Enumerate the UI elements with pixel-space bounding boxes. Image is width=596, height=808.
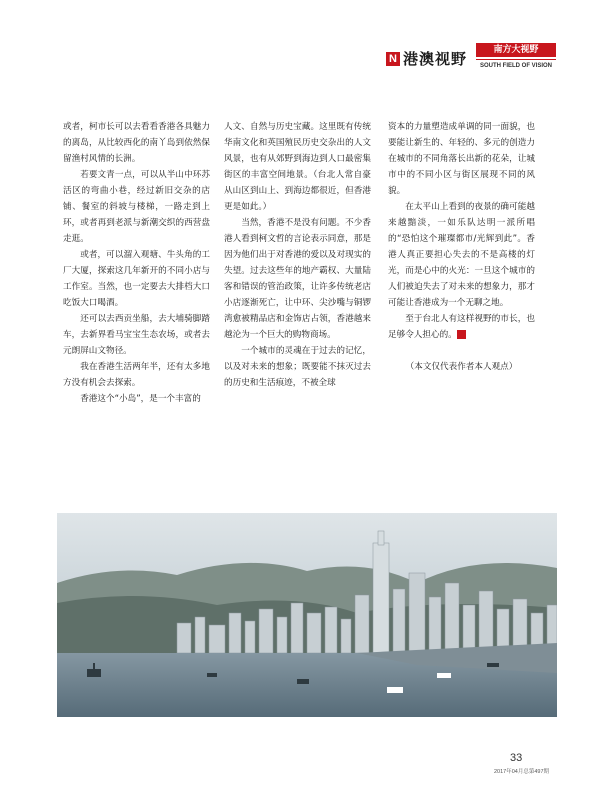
paragraph: 或者，柯市长可以去看看香港各具魅力的离岛，从比较西化的南丫岛到依然保留渔村风情的长洲。 <box>63 122 210 164</box>
text-column-1 <box>63 119 210 407</box>
section-header <box>386 40 556 76</box>
paragraph: 一个城市的灵魂在于过去的记忆，以及对未来的想象；既要能不抹灭过去的历史和生活痕迹，不被全球 <box>224 346 371 388</box>
paragraph-text: 至于台北人有这样视野的市长，也足够令人担心的。 <box>388 314 535 340</box>
end-mark-icon: N <box>457 330 466 339</box>
paragraph: 或者，可以溜入观塘、牛头角的工厂大厦，探索这几年新开的不同小店与工作室。当然，也一定要去大排档大口吃饭大口喝酒。 <box>63 250 210 308</box>
text-column-2 <box>224 119 371 391</box>
column-tag: 南方大视野 <box>476 43 556 57</box>
paragraph-last <box>388 311 535 343</box>
paragraph: 资本的力量塑造成单调的同一面貌，也要能让新生的、年轻的、多元的创造力在城市的不同角落长出新的花朵，让城市中的不同小区与街区展现不同的风貌。 <box>388 122 535 196</box>
paragraph: 若要文青一点，可以从半山中环苏活区的弯曲小巷，经过新旧交杂的店铺、餐室的斜坡与楼梯，一路走到上环，或者再到老派与新潮交织的西营盘走逛。 <box>63 170 210 244</box>
paragraph: 当然，香港不是没有问题。不少香港人看到柯文哲的言论表示同意，那是因为他们出于对香港的爱以及对现实的失望。过去这些年的地产霸权、大量陆客和错误的管治政策，让许多传统老店小店逐渐死亡，让中环、尖沙嘴与铜锣湾愈被精品店和金饰店占领，香港越来越沦为一个巨大的购物商场。 <box>224 218 371 340</box>
paragraph: 人文、自然与历史宝藏。这里既有传统华南文化和英国殖民历史交杂出的人文风景，也有从郊野到海边到人口最密集街区的丰富空间地景。（台北人常自豪从山区到山上、到海边都很近，但香港更是如此。） <box>224 122 371 212</box>
issue-info: 2017年04月总第497期 <box>494 769 550 775</box>
paragraph: 香港这个“小岛”，是一个丰富的 <box>80 394 201 404</box>
author-note: （本文仅代表作者本人观点） <box>405 362 518 372</box>
paragraph: 还可以去西贡坐船，去大埔骑脚踏车，去新界看马宝宝生态农场，或者去元朗屏山文物径。 <box>63 314 210 356</box>
column-sub-tag: SOUTH FIELD OF VISION <box>476 59 556 72</box>
skyline-illustration <box>57 513 557 717</box>
paragraph: 在太平山上看到的夜景的确可能越来越黯淡，一如乐队达明一派所唱的“恐怕这个璀璨都市/光辉到此”。香港人真正要担心失去的不是高楼的灯光，而是心中的火光：一旦这个城市的人们被迫失去了对未来的想象力，那才可能让香港成为一个无聊之地。 <box>388 202 535 308</box>
section-title: 港澳视野 <box>403 50 468 68</box>
text-column-3 <box>388 119 535 375</box>
magazine-logo-icon: N <box>386 52 400 66</box>
page-number: 33 <box>510 752 523 764</box>
ifc-tower <box>373 543 389 653</box>
paragraph: 我在香港生活两年半，还有太多地方没有机会去探索。 <box>63 362 210 388</box>
hong-kong-skyline-photo <box>57 513 557 717</box>
